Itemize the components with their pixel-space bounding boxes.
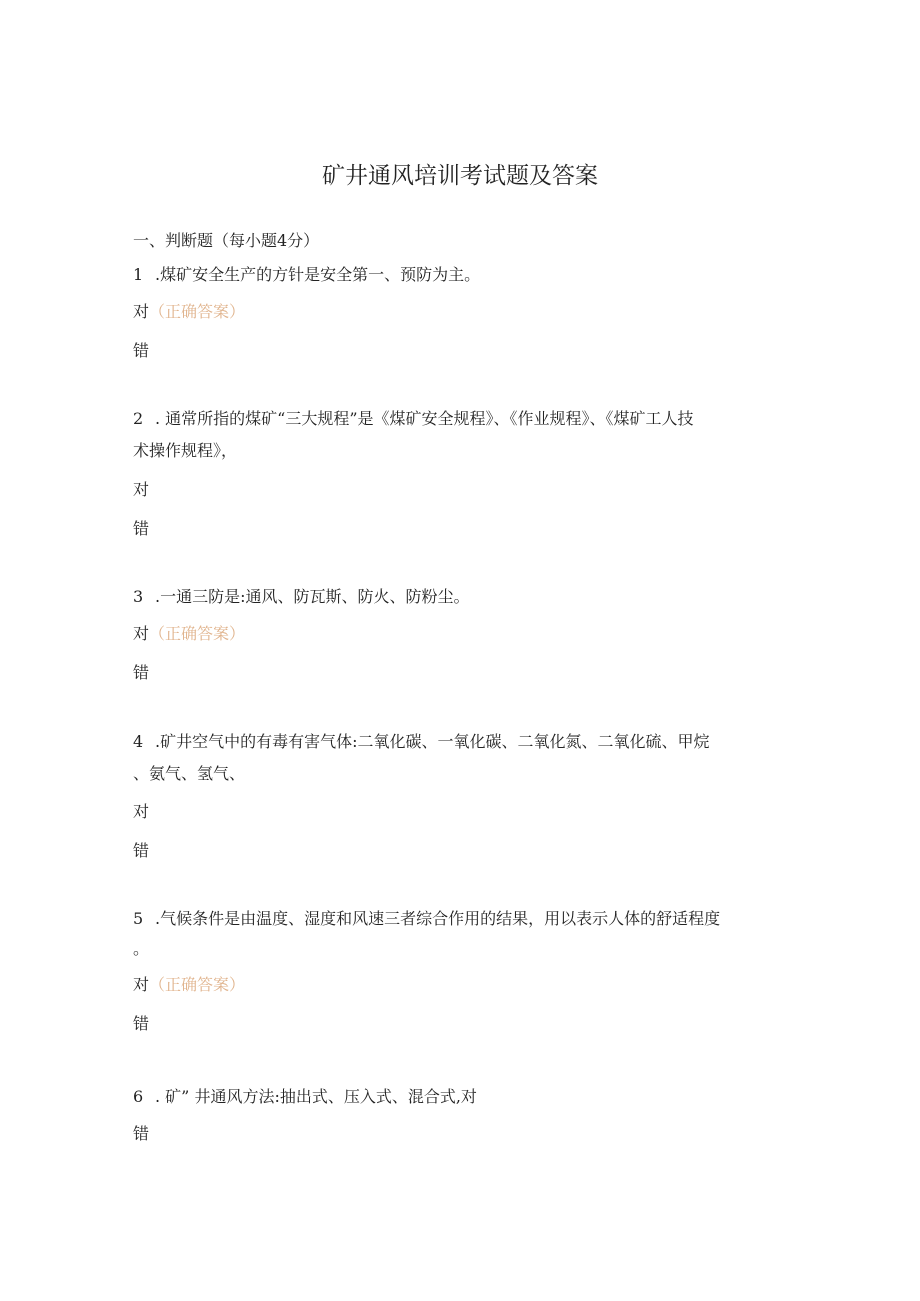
option-false-label: 错 (133, 341, 150, 360)
section-heading: 一、判断题（每小题4分） (133, 231, 320, 250)
option-false-label: 错 (133, 841, 150, 860)
option-true-label: 对 (133, 975, 150, 994)
question-4-line2: 、氨气、氢气、 (133, 764, 246, 783)
question-3-number: 3 (133, 587, 144, 606)
question-1-option-false[interactable] (133, 340, 149, 362)
option-true-label: 对 (133, 302, 150, 321)
question-3-line1: .一通三防是:通风、防瓦斯、防火、防粉尘。 (155, 587, 470, 606)
question-6-option-false[interactable] (133, 1123, 149, 1145)
option-true-label: 对 (133, 802, 150, 821)
question-5-text (133, 908, 720, 930)
question-2-text (133, 408, 694, 430)
question-3-option-true[interactable] (133, 623, 245, 645)
question-6-line1: . 矿” 井通风方法:抽出式、压入式、混合式,对 (155, 1087, 477, 1106)
question-1-text (133, 264, 480, 286)
question-4-line1: .矿井空气中的有毒有害气体:二氧化碳、一氧化碳、二氧化氮、二氧化硫、甲烷 (155, 732, 710, 751)
question-2-option-true[interactable] (133, 479, 149, 501)
question-2-line1: . 通常所指的煤矿“三大规程”是《煤矿安全规程》、《作业规程》、《煤矿工人技 (155, 409, 694, 428)
question-5-number: 5 (133, 909, 144, 928)
correct-answer-mark: （正确答案） (149, 975, 246, 994)
option-false-label: 错 (133, 1124, 150, 1143)
question-2-option-false[interactable] (133, 518, 149, 540)
question-5-option-false[interactable] (133, 1013, 149, 1035)
question-4-text (133, 731, 709, 753)
question-5-line2: 。 (133, 939, 150, 958)
option-false-label: 错 (133, 519, 150, 538)
question-1-number: 1 (133, 265, 144, 284)
question-1-line1: .煤矿安全生产的方针是安全第一、预防为主。 (155, 265, 481, 284)
question-6-text (133, 1086, 477, 1108)
question-1-option-true[interactable] (133, 301, 245, 323)
correct-answer-mark: （正确答案） (149, 302, 246, 321)
correct-answer-mark: （正确答案） (149, 624, 246, 643)
document-title: 矿井通风培训考试题及答案 (322, 163, 598, 189)
question-2-line2: 术操作规程》， (133, 441, 238, 460)
question-4-option-true[interactable] (133, 801, 149, 823)
question-4-option-false[interactable] (133, 840, 149, 862)
question-3-text (133, 586, 469, 608)
question-3-option-false[interactable] (133, 662, 149, 684)
option-false-label: 错 (133, 1014, 150, 1033)
option-false-label: 错 (133, 663, 150, 682)
question-5-option-true[interactable] (133, 974, 245, 996)
option-true-label: 对 (133, 624, 150, 643)
question-5-line1: .气候条件是由温度、湿度和风速三者综合作用的结果，用以表示人体的舒适程度 (155, 909, 721, 928)
option-true-label: 对 (133, 480, 150, 499)
question-2-number: 2 (133, 409, 144, 428)
question-6-number: 6 (133, 1087, 144, 1106)
question-4-number: 4 (133, 732, 144, 751)
